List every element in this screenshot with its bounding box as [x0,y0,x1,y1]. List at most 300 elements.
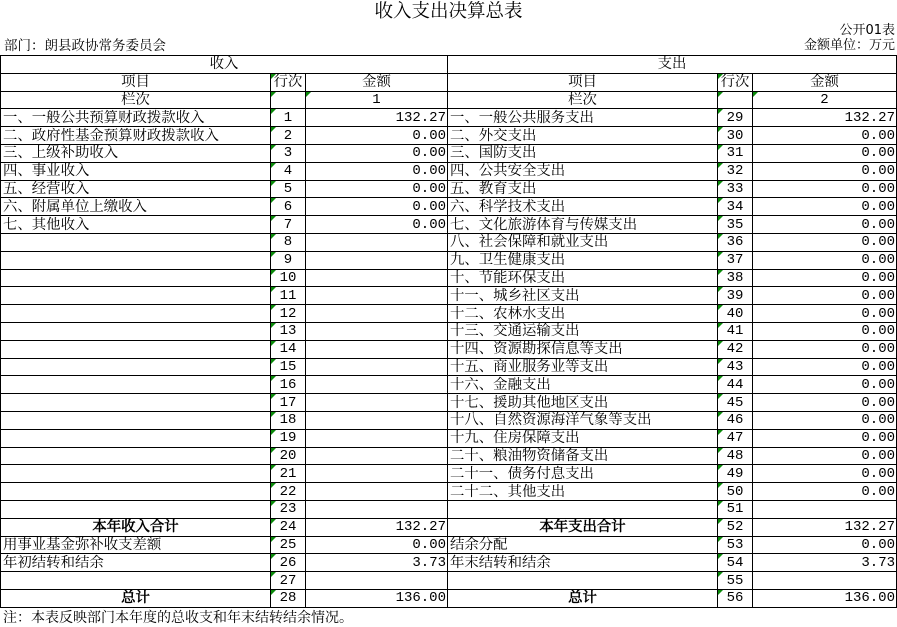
expense-item-text: 十、节能环保支出 [450,269,566,286]
header-row-columns [1,74,897,92]
income-line-no-header: 行次 [271,74,306,92]
expense-amount-text: 0.00 [861,305,895,322]
income-line-no-cell [271,554,306,572]
income-section-header: 收入 [1,56,448,74]
table-row [1,145,897,163]
income-item-cell [1,127,271,145]
income-amount-cell [306,501,448,519]
expense-item-text: 六、科学技术支出 [450,198,566,215]
expense-amount-cell [753,412,897,430]
expense-amount-cell [753,216,897,234]
income-amount-text: 136.00 [395,590,446,607]
expense-amount-text: 0.00 [861,216,895,233]
table-row [1,127,897,145]
expense-amount-cell [753,109,897,127]
expense-item-text: 十二、农林水支出 [450,305,566,322]
expense-line-no-cell [718,430,753,448]
expense-amount-text: 0.00 [861,341,895,358]
income-line-no-text: 17 [279,394,297,411]
income-item-cell [1,341,271,359]
income-line-no-cell [271,181,306,199]
income-amount-text: 132.27 [395,109,446,126]
table-row [1,234,897,252]
expense-item-text: 九、卫生健康支出 [450,252,566,269]
income-line-no-cell [271,394,306,412]
income-amount-cell [306,412,448,430]
income-amount-text: 0.00 [412,163,446,180]
expense-item-cell [448,252,718,270]
expense-item-text: 四、公共安全支出 [450,163,566,180]
report-title: 收入支出决算总表 [374,1,523,22]
table-row [1,483,897,501]
expense-amount-cell [753,572,897,590]
expense-item-text: 十六、金融支出 [450,376,551,393]
income-line-no-cell [271,127,306,145]
income-line-no-cell [271,537,306,555]
income-line-no-cell [271,448,306,466]
expense-amount-cell [753,341,897,359]
income-line-no-text: 8 [283,234,293,251]
expense-item-cell [448,590,718,608]
expense-amount-text: 0.00 [861,198,895,215]
expense-amount-text: 0.00 [861,127,895,144]
income-amount-cell [306,252,448,270]
expense-item-text: 二、外交支出 [450,127,537,144]
income-item-cell [1,163,271,181]
table-row [1,252,897,270]
income-line-no-cell [271,501,306,519]
income-line-no-text: 22 [279,483,297,500]
income-column-label: 栏次 [1,92,271,110]
expense-amount-text: 0.00 [861,252,895,269]
expense-item-cell [448,109,718,127]
expense-line-no-cell [718,216,753,234]
expense-line-no-cell [718,145,753,163]
income-amount-cell [306,519,448,537]
expense-amount-text: 3.73 [861,554,895,571]
table-row [1,341,897,359]
expense-item-header: 项目 [448,74,718,92]
income-amount-cell [306,145,448,163]
income-item-text: 七、其他收入 [3,216,90,233]
income-line-no-text: 25 [279,536,297,553]
income-amount-cell [306,305,448,323]
expense-line-no-text: 37 [726,252,744,269]
expense-line-no-text: 51 [726,501,744,518]
income-item-cell [1,252,271,270]
footnote: 注：本表反映部门本年度的总收支和年末结转结余情况。 [3,610,353,626]
expense-line-no-text: 55 [726,572,744,589]
expense-item-cell [448,127,718,145]
income-item-text: 四、事业收入 [3,163,90,180]
income-expense-table [0,55,897,608]
income-item-cell [1,109,271,127]
expense-line-no-cell [718,270,753,288]
expense-line-no-cell [718,483,753,501]
income-line-no-cell [271,305,306,323]
expense-line-no-cell [718,341,753,359]
income-line-no-blank [271,92,306,110]
income-amount-text: 0.00 [412,180,446,197]
expense-amount-cell [753,430,897,448]
income-amount-text: 0.00 [412,198,446,215]
expense-item-cell [448,501,718,519]
income-line-no-cell [271,483,306,501]
income-line-no-cell [271,412,306,430]
expense-line-no-cell [718,287,753,305]
expense-amount-text: 0.00 [861,483,895,500]
expense-line-no-cell [718,519,753,537]
expense-amount-text: 136.00 [844,590,895,607]
income-amount-cell [306,216,448,234]
income-amount-cell [306,537,448,555]
header-row-column-numbers [1,92,897,110]
expense-line-no-cell [718,252,753,270]
expense-item-cell [448,341,718,359]
table-row [1,376,897,394]
table-row [1,270,897,288]
income-amount-text: 132.27 [395,519,446,536]
income-line-no-cell [271,198,306,216]
income-amount-cell [306,554,448,572]
expense-amount-text: 0.00 [861,163,895,180]
expense-line-no-text: 50 [726,483,744,500]
expense-item-text: 五、教育支出 [450,180,537,197]
income-item-text: 五、经营收入 [3,180,90,197]
expense-item-cell [448,323,718,341]
expense-line-no-text: 30 [726,127,744,144]
income-item-cell [1,394,271,412]
header-row-section [1,56,897,74]
expense-amount-cell [753,394,897,412]
income-line-no-text: 19 [279,430,297,447]
income-amount-cell [306,359,448,377]
table-row [1,305,897,323]
expense-amount-cell [753,234,897,252]
expense-line-no-text: 40 [726,305,744,322]
expense-line-no-cell [718,572,753,590]
expense-amount-text: 0.00 [861,145,895,162]
expense-line-no-cell [718,234,753,252]
expense-line-no-text: 56 [726,590,744,607]
table-row [1,216,897,234]
income-line-no-text: 21 [279,465,297,482]
expense-item-text: 总计 [568,590,597,607]
income-item-text: 总计 [121,590,150,607]
income-amount-cell [306,448,448,466]
income-item-cell [1,519,271,537]
income-item-text: 六、附属单位上缴收入 [3,198,147,215]
expense-line-no-text: 29 [726,109,744,126]
income-amount-cell [306,127,448,145]
expense-amount-cell [753,305,897,323]
expense-line-no-text: 53 [726,536,744,553]
income-line-no-cell [271,341,306,359]
table-row [1,572,897,590]
table-body [1,109,897,607]
income-line-no-cell [271,287,306,305]
income-line-no-text: 23 [279,501,297,518]
income-item-text: 三、上级补助收入 [3,145,119,162]
table-row [1,359,897,377]
income-line-no-text: 13 [279,323,297,340]
income-item-cell [1,448,271,466]
expense-line-no-text: 39 [726,287,744,304]
income-item-cell [1,216,271,234]
income-amount-cell [306,163,448,181]
expense-line-no-cell [718,412,753,430]
income-amount-cell [306,430,448,448]
expense-amount-cell [753,483,897,501]
income-amount-cell [306,287,448,305]
expense-item-text: 十一、城乡社区支出 [450,287,580,304]
income-item-cell [1,359,271,377]
expense-item-cell [448,465,718,483]
expense-line-no-text: 43 [726,358,744,375]
income-line-no-cell [271,376,306,394]
expense-line-no-cell [718,198,753,216]
income-line-no-text: 2 [283,127,293,144]
income-line-no-text: 12 [279,305,297,322]
expense-line-no-text: 47 [726,430,744,447]
expense-item-text: 八、社会保障和就业支出 [450,234,609,251]
table-row [1,465,897,483]
income-item-header: 项目 [1,74,271,92]
expense-amount-cell [753,198,897,216]
income-item-cell [1,430,271,448]
income-item-cell [1,198,271,216]
expense-amount-cell [753,252,897,270]
income-item-cell [1,270,271,288]
income-line-no-cell [271,163,306,181]
expense-line-no-text: 44 [726,376,744,393]
income-item-cell [1,181,271,199]
table-row [1,181,897,199]
income-line-no-text: 26 [279,554,297,571]
income-amount-cell [306,109,448,127]
expense-line-no-text: 45 [726,394,744,411]
expense-amount-text: 0.00 [861,465,895,482]
table-row [1,412,897,430]
income-amount-header: 金额 [306,74,448,92]
expense-amount-text: 0.00 [861,287,895,304]
income-line-no-cell [271,465,306,483]
income-line-no-text: 10 [279,269,297,286]
income-item-cell [1,287,271,305]
income-item-cell [1,412,271,430]
expense-line-no-text: 31 [726,145,744,162]
expense-amount-text: 0.00 [861,180,895,197]
expense-line-no-blank [718,92,753,110]
expense-item-text: 三、国防支出 [450,145,537,162]
expense-line-no-text: 33 [726,180,744,197]
income-amount-cell [306,394,448,412]
expense-line-no-text: 48 [726,447,744,464]
expense-column-number: 2 [753,92,897,110]
expense-line-no-cell [718,394,753,412]
expense-item-cell [448,572,718,590]
income-item-cell [1,590,271,608]
income-line-no-cell [271,359,306,377]
expense-item-text: 七、文化旅游体育与传媒支出 [450,216,638,233]
income-item-cell [1,465,271,483]
income-line-no-text: 5 [283,180,293,197]
income-item-text: 年初结转和结余 [3,554,104,571]
expense-amount-text: 132.27 [844,519,895,536]
expense-line-no-text: 49 [726,465,744,482]
income-item-cell [1,323,271,341]
expense-line-no-cell [718,465,753,483]
expense-item-cell [448,554,718,572]
expense-amount-cell [753,181,897,199]
income-item-text: 用事业基金弥补收支差额 [3,536,162,553]
expense-line-no-cell [718,537,753,555]
income-amount-text: 0.00 [412,127,446,144]
expense-item-cell [448,537,718,555]
expense-item-cell [448,448,718,466]
income-amount-cell [306,198,448,216]
income-item-cell [1,572,271,590]
expense-item-cell [448,394,718,412]
table-row [1,163,897,181]
expense-item-text: 二十一、债务付息支出 [450,465,594,482]
income-amount-text: 0.00 [412,216,446,233]
income-line-no-text: 6 [283,198,293,215]
expense-line-no-header: 行次 [718,74,753,92]
expense-amount-text: 0.00 [861,323,895,340]
income-line-no-text: 3 [283,145,293,162]
expense-line-no-text: 46 [726,412,744,429]
expense-item-cell [448,145,718,163]
expense-item-text: 十八、自然资源海洋气象等支出 [450,412,652,429]
income-amount-cell [306,181,448,199]
expense-line-no-cell [718,163,753,181]
expense-item-text: 本年支出合计 [539,519,626,536]
income-line-no-text: 20 [279,447,297,464]
income-line-no-cell [271,109,306,127]
income-item-cell [1,145,271,163]
income-line-no-text: 9 [283,252,293,269]
table-row [1,430,897,448]
expense-line-no-cell [718,590,753,608]
income-line-no-text: 15 [279,358,297,375]
table-row [1,394,897,412]
expense-amount-text: 0.00 [861,447,895,464]
expense-item-cell [448,376,718,394]
expense-amount-text: 0.00 [861,412,895,429]
expense-item-text: 二十二、其他支出 [450,483,566,500]
table-row [1,323,897,341]
income-item-cell [1,234,271,252]
income-line-no-text: 11 [279,287,297,304]
table-row [1,590,897,608]
table-row [1,198,897,216]
expense-item-text: 十九、住房保障支出 [450,430,580,447]
expense-amount-cell [753,519,897,537]
table-row [1,554,897,572]
income-item-cell [1,305,271,323]
expense-amount-cell [753,163,897,181]
expense-line-no-cell [718,305,753,323]
expense-line-no-text: 36 [726,234,744,251]
income-line-no-text: 14 [279,341,297,358]
income-line-no-text: 4 [283,163,293,180]
income-item-cell [1,501,271,519]
income-line-no-text: 16 [279,376,297,393]
expense-item-cell [448,519,718,537]
expense-line-no-text: 35 [726,216,744,233]
expense-amount-cell [753,465,897,483]
income-column-number: 1 [306,92,448,110]
expense-line-no-cell [718,109,753,127]
expense-amount-cell [753,270,897,288]
income-item-cell [1,537,271,555]
expense-item-text: 十五、商业服务业等支出 [450,358,609,375]
expense-line-no-text: 52 [726,519,744,536]
expense-line-no-text: 34 [726,198,744,215]
income-line-no-cell [271,572,306,590]
amount-unit-label: 金额单位：万元 [803,38,895,53]
expense-amount-text: 0.00 [861,358,895,375]
form-number: 公开01表 [839,23,895,38]
income-item-text: 二、政府性基金预算财政拨款收入 [3,127,219,144]
income-line-no-cell [271,430,306,448]
table-row [1,109,897,127]
expense-amount-text: 0.00 [861,269,895,286]
expense-line-no-cell [718,323,753,341]
expense-line-no-cell [718,501,753,519]
income-amount-cell [306,590,448,608]
income-line-no-cell [271,519,306,537]
expense-line-no-text: 38 [726,269,744,286]
expense-amount-cell [753,590,897,608]
expense-item-text: 十三、交通运输支出 [450,323,580,340]
income-line-no-text: 18 [279,412,297,429]
expense-item-cell [448,305,718,323]
expense-item-cell [448,430,718,448]
income-line-no-text: 1 [283,109,293,126]
income-amount-cell [306,270,448,288]
income-line-no-text: 27 [279,572,297,589]
expense-amount-cell [753,537,897,555]
income-amount-cell [306,572,448,590]
expense-amount-cell [753,359,897,377]
department-label: 部门：朗县政协常务委员会 [4,38,166,54]
expense-line-no-cell [718,376,753,394]
expense-amount-text: 0.00 [861,430,895,447]
expense-amount-cell [753,448,897,466]
expense-line-no-cell [718,127,753,145]
income-line-no-cell [271,590,306,608]
income-amount-text: 3.73 [412,554,446,571]
table-row [1,287,897,305]
expense-line-no-cell [718,359,753,377]
income-amount-cell [306,341,448,359]
income-line-no-cell [271,145,306,163]
income-line-no-cell [271,323,306,341]
expense-amount-cell [753,323,897,341]
expense-item-cell [448,270,718,288]
income-item-cell [1,483,271,501]
income-line-no-cell [271,216,306,234]
expense-item-cell [448,483,718,501]
expense-amount-header: 金额 [753,74,897,92]
expense-item-text: 二十、粮油物资储备支出 [450,447,609,464]
expense-item-text: 十七、援助其他地区支出 [450,394,609,411]
expense-item-cell [448,216,718,234]
expense-amount-text: 0.00 [861,376,895,393]
expense-line-no-cell [718,554,753,572]
